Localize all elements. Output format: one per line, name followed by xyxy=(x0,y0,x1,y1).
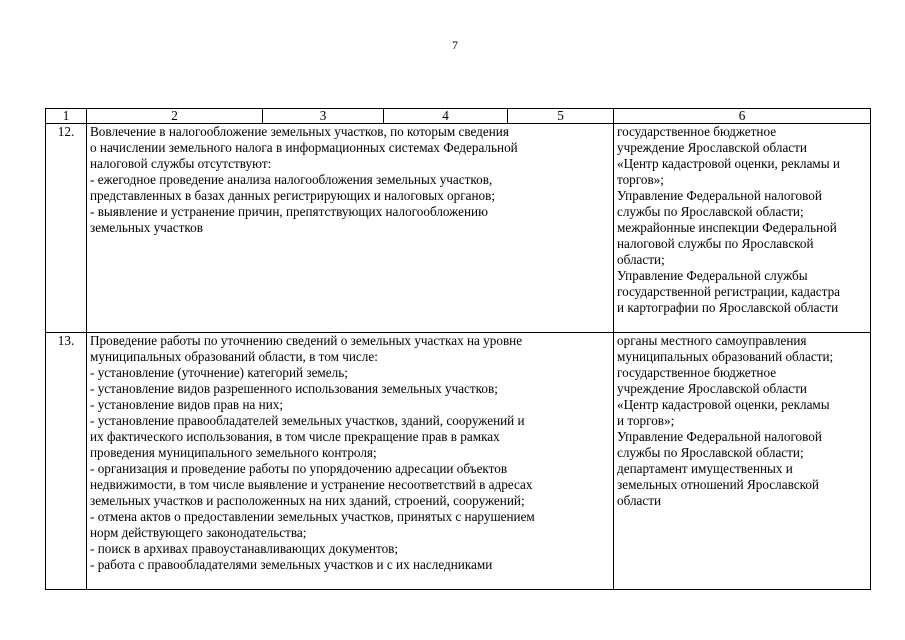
table-header-row xyxy=(46,109,871,124)
responsible-line: налоговой службы по Ярославской xyxy=(617,236,814,251)
description-line: - установление (уточнение) категорий земель; xyxy=(90,365,348,380)
header-col-2: 2 xyxy=(87,109,263,124)
page-number: 7 xyxy=(452,38,458,52)
responsible-line: департамент имущественных и xyxy=(617,461,793,476)
header-col-4: 4 xyxy=(384,109,508,124)
description-line: - отмена актов о предоставлении земельных участков, принятых с нарушением xyxy=(90,509,535,524)
description-line: представленных в базах данных регистрирующих и налоговых органов; xyxy=(90,188,496,203)
responsible-line: Управление Федеральной налоговой xyxy=(617,188,822,203)
responsible-line: учреждение Ярославской области xyxy=(617,140,807,155)
responsible-line: органы местного самоуправления xyxy=(617,333,807,348)
table-row xyxy=(46,333,871,590)
description-line: о начислении земельного налога в информационных системах Федеральной xyxy=(90,140,518,155)
responsible-line: государственное бюджетное xyxy=(617,124,777,139)
responsible-line: службы по Ярославской области; xyxy=(617,204,804,219)
responsible-line: муниципальных образований области; xyxy=(617,349,834,364)
description-line: - работа с правообладателями земельных участков и с их наследниками xyxy=(90,557,493,572)
row-number: 12. xyxy=(46,124,87,333)
description-line: - организация и проведение работы по упорядочению адресации объектов xyxy=(90,461,508,476)
description-line: Проведение работы по уточнению сведений о земельных участках на уровне xyxy=(90,333,523,348)
responsible-line: «Центр кадастровой оценки, рекламы и xyxy=(617,156,840,171)
responsible-parties xyxy=(614,124,871,333)
description-line: проведения муниципального земельного контроля; xyxy=(90,445,377,460)
description-line: - установление правообладателей земельных участков, зданий, сооружений и xyxy=(90,413,525,428)
responsible-line: учреждение Ярославской области xyxy=(617,381,807,396)
responsible-line: торгов»; xyxy=(617,172,664,187)
description-line: - выявление и устранение причин, препятствующих налогообложению xyxy=(90,204,488,219)
row-number: 13. xyxy=(46,333,87,590)
responsible-line: области; xyxy=(617,252,665,267)
description-line: - ежегодное проведение анализа налогообложения земельных участков, xyxy=(90,172,493,187)
measures-table xyxy=(45,108,871,590)
description-line: - установление видов разрешенного использования земельных участков; xyxy=(90,381,498,396)
responsible-line: и торгов»; xyxy=(617,413,675,428)
header-col-5: 5 xyxy=(508,109,614,124)
responsible-parties xyxy=(614,333,871,590)
responsible-line: межрайонные инспекции Федеральной xyxy=(617,220,837,235)
description-line: норм действующего законодательства; xyxy=(90,525,307,540)
responsible-line: и картографии по Ярославской области xyxy=(617,300,839,315)
responsible-line: Управление Федеральной службы xyxy=(617,268,808,283)
responsible-line: службы по Ярославской области; xyxy=(617,445,804,460)
description-line: муниципальных образований области, в том числе: xyxy=(90,349,378,364)
description-line: налоговой службы отсутствуют: xyxy=(90,156,272,171)
responsible-line: государственное бюджетное xyxy=(617,365,777,380)
header-col-3: 3 xyxy=(263,109,384,124)
measure-description xyxy=(87,333,614,590)
responsible-line: области xyxy=(617,493,662,508)
description-line: - установление видов прав на них; xyxy=(90,397,284,412)
header-col-1: 1 xyxy=(46,109,87,124)
description-line: Вовлечение в налогообложение земельных участков, по которым сведения xyxy=(90,124,509,139)
responsible-line: государственной регистрации, кадастра xyxy=(617,284,841,299)
measure-description xyxy=(87,124,614,333)
responsible-line: «Центр кадастровой оценки, рекламы xyxy=(617,397,830,412)
description-line: недвижимости, в том числе выявление и устранение несоответствий в адресах xyxy=(90,477,533,492)
header-col-6: 6 xyxy=(614,109,871,124)
description-line: их фактического использования, в том числе прекращение прав в рамках xyxy=(90,429,500,444)
description-line: - поиск в архивах правоустанавливающих документов; xyxy=(90,541,399,556)
description-line: земельных участков и расположенных на них зданий, строений, сооружений; xyxy=(90,493,525,508)
responsible-line: Управление Федеральной налоговой xyxy=(617,429,822,444)
responsible-line: земельных отношений Ярославской xyxy=(617,477,819,492)
description-line: земельных участков xyxy=(90,220,203,235)
table-row xyxy=(46,124,871,333)
